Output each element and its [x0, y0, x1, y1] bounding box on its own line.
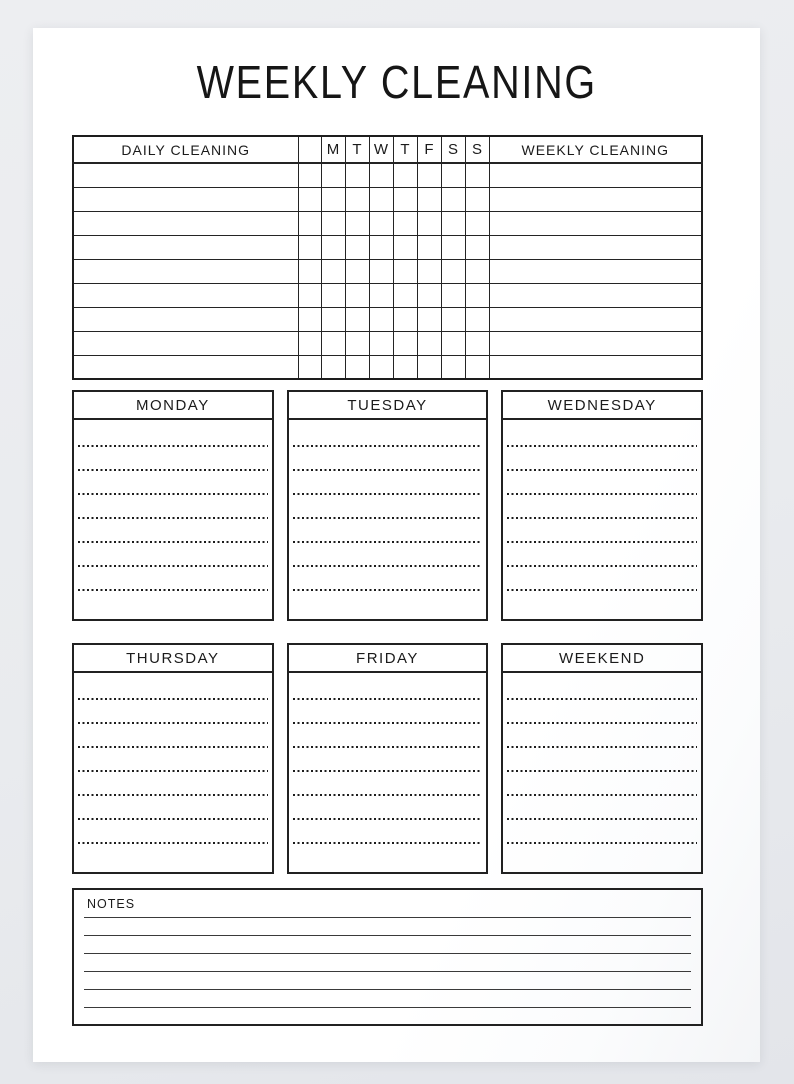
checklist-cell — [441, 259, 465, 283]
checklist-cell — [417, 355, 441, 379]
day-writing-line — [293, 748, 483, 772]
checklist-cell — [321, 331, 345, 355]
checklist-cell — [417, 163, 441, 187]
checklist-cell — [73, 187, 298, 211]
checklist-cell — [321, 163, 345, 187]
daily-cleaning-header: DAILY CLEANING — [73, 136, 298, 163]
checklist-cell — [489, 355, 702, 379]
checklist-cell — [345, 163, 369, 187]
checklist-cell — [73, 355, 298, 379]
checklist-cell — [393, 259, 417, 283]
planner-page — [33, 28, 760, 1062]
checklist-cell — [298, 163, 321, 187]
checklist-cell — [321, 235, 345, 259]
checklist-cell — [369, 283, 393, 307]
day-writing-line — [293, 724, 483, 748]
checklist-cell — [393, 187, 417, 211]
checklist-cell — [345, 235, 369, 259]
day-writing-line — [507, 495, 697, 519]
day-writing-line — [507, 724, 697, 748]
checklist-cell — [345, 283, 369, 307]
day-boxes-row-2 — [72, 643, 703, 874]
checklist-cell — [369, 211, 393, 235]
checklist-header-row — [73, 136, 702, 163]
spacer-column-header — [298, 136, 321, 163]
checklist-cell — [393, 307, 417, 331]
checklist-cell — [369, 259, 393, 283]
day-writing-line — [293, 772, 483, 796]
checklist-row — [73, 163, 702, 187]
checklist-cell — [393, 211, 417, 235]
checklist-cell — [73, 259, 298, 283]
day-writing-line — [507, 471, 697, 495]
day-writing-line — [78, 772, 268, 796]
day-writing-line — [507, 519, 697, 543]
day-box-thursday — [72, 643, 274, 874]
checklist-cell — [369, 307, 393, 331]
day-writing-line — [78, 748, 268, 772]
checklist-cell — [465, 331, 489, 355]
checklist-cell — [345, 187, 369, 211]
day-column-saturday: S — [441, 136, 465, 163]
day-writing-line — [507, 423, 697, 447]
checklist-cell — [489, 259, 702, 283]
checklist-cell — [321, 355, 345, 379]
day-column-friday: F — [417, 136, 441, 163]
notes-box — [72, 888, 703, 1026]
checklist-cell — [298, 235, 321, 259]
day-writing-line — [78, 447, 268, 471]
checklist-cell — [73, 163, 298, 187]
checklist-cell — [417, 259, 441, 283]
checklist-cell — [489, 331, 702, 355]
checklist-cell — [465, 211, 489, 235]
day-writing-line — [293, 796, 483, 820]
cleaning-checklist-table — [72, 135, 703, 380]
day-writing-line — [293, 495, 483, 519]
checklist-cell — [298, 307, 321, 331]
day-writing-line — [293, 567, 483, 591]
notes-writing-line — [84, 936, 691, 954]
day-writing-line — [78, 519, 268, 543]
checklist-cell — [73, 307, 298, 331]
checklist-cell — [489, 283, 702, 307]
day-writing-line — [507, 567, 697, 591]
checklist-cell — [489, 307, 702, 331]
day-column-sunday: S — [465, 136, 489, 163]
checklist-cell — [441, 187, 465, 211]
day-lines — [74, 420, 272, 591]
day-writing-line — [78, 676, 268, 700]
checklist-cell — [298, 355, 321, 379]
checklist-cell — [345, 259, 369, 283]
day-box-wednesday — [501, 390, 703, 621]
notes-writing-line — [84, 954, 691, 972]
checklist-row — [73, 283, 702, 307]
checklist-cell — [369, 355, 393, 379]
notes-writing-line — [84, 972, 691, 990]
day-writing-line — [78, 796, 268, 820]
day-writing-line — [78, 423, 268, 447]
day-writing-line — [507, 820, 697, 844]
day-box-header: MONDAY — [74, 392, 272, 420]
checklist-cell — [489, 211, 702, 235]
day-writing-line — [507, 772, 697, 796]
notes-label: NOTES — [87, 897, 136, 911]
checklist-cell — [321, 187, 345, 211]
checklist-cell — [441, 235, 465, 259]
day-writing-line — [293, 820, 483, 844]
checklist-cell — [393, 283, 417, 307]
checklist-cell — [417, 283, 441, 307]
day-lines — [289, 420, 487, 591]
day-writing-line — [293, 423, 483, 447]
checklist-cell — [417, 211, 441, 235]
day-box-header: TUESDAY — [289, 392, 487, 420]
checklist-cell — [489, 235, 702, 259]
day-box-header: FRIDAY — [289, 645, 487, 673]
checklist-cell — [369, 163, 393, 187]
checklist-cell — [73, 235, 298, 259]
day-lines — [503, 673, 701, 844]
day-writing-line — [293, 519, 483, 543]
checklist-cell — [441, 307, 465, 331]
day-box-tuesday — [287, 390, 489, 621]
day-writing-line — [78, 724, 268, 748]
checklist-cell — [417, 235, 441, 259]
checklist-row — [73, 331, 702, 355]
day-box-friday — [287, 643, 489, 874]
checklist-cell — [465, 355, 489, 379]
day-writing-line — [78, 700, 268, 724]
day-writing-line — [507, 543, 697, 567]
checklist-cell — [369, 235, 393, 259]
day-writing-line — [507, 748, 697, 772]
checklist-cell — [345, 211, 369, 235]
checklist-cell — [465, 307, 489, 331]
day-lines — [289, 673, 487, 844]
checklist-cell — [369, 331, 393, 355]
day-box-weekend — [501, 643, 703, 874]
checklist-cell — [417, 187, 441, 211]
checklist-row — [73, 307, 702, 331]
weekly-cleaning-header: WEEKLY CLEANING — [489, 136, 702, 163]
day-writing-line — [507, 447, 697, 471]
day-writing-line — [78, 543, 268, 567]
day-writing-line — [507, 796, 697, 820]
checklist-cell — [393, 355, 417, 379]
day-lines — [74, 673, 272, 844]
day-writing-line — [507, 700, 697, 724]
checklist-row — [73, 211, 702, 235]
checklist-row — [73, 259, 702, 283]
day-writing-line — [78, 471, 268, 495]
day-writing-line — [78, 820, 268, 844]
checklist-cell — [393, 331, 417, 355]
checklist-cell — [465, 187, 489, 211]
checklist-row — [73, 187, 702, 211]
checklist-cell — [321, 307, 345, 331]
checklist-cell — [489, 187, 702, 211]
checklist-cell — [393, 163, 417, 187]
checklist-cell — [345, 331, 369, 355]
day-writing-line — [293, 447, 483, 471]
notes-writing-line — [84, 990, 691, 1008]
checklist-cell — [321, 283, 345, 307]
checklist-cell — [441, 331, 465, 355]
checklist-row — [73, 235, 702, 259]
checklist-cell — [73, 331, 298, 355]
checklist-cell — [417, 331, 441, 355]
day-box-header: WEEKEND — [503, 645, 701, 673]
day-box-monday — [72, 390, 274, 621]
day-writing-line — [293, 676, 483, 700]
checklist-cell — [465, 163, 489, 187]
day-lines — [503, 420, 701, 591]
day-box-header: THURSDAY — [74, 645, 272, 673]
checklist-cell — [321, 259, 345, 283]
checklist-cell — [393, 235, 417, 259]
notes-writing-line — [84, 900, 691, 918]
checklist-cell — [465, 283, 489, 307]
checklist-cell — [345, 307, 369, 331]
checklist-cell — [321, 211, 345, 235]
checklist-cell — [73, 211, 298, 235]
day-writing-line — [293, 471, 483, 495]
checklist-cell — [298, 331, 321, 355]
page-title: WEEKLY CLEANING — [196, 56, 597, 108]
checklist-cell — [441, 283, 465, 307]
checklist-cell — [298, 283, 321, 307]
checklist-cell — [298, 211, 321, 235]
checklist-cell — [441, 355, 465, 379]
checklist-cell — [298, 259, 321, 283]
checklist-cell — [465, 259, 489, 283]
checklist-cell — [417, 307, 441, 331]
checklist-cell — [441, 163, 465, 187]
checklist-cell — [345, 355, 369, 379]
day-writing-line — [78, 495, 268, 519]
checklist-row — [73, 355, 702, 379]
day-writing-line — [293, 700, 483, 724]
checklist-cell — [465, 235, 489, 259]
day-writing-line — [507, 676, 697, 700]
notes-lines — [74, 890, 701, 1008]
day-column-monday: M — [321, 136, 345, 163]
day-column-thursday: T — [393, 136, 417, 163]
day-box-header: WEDNESDAY — [503, 392, 701, 420]
checklist-cell — [369, 187, 393, 211]
title-row — [33, 58, 760, 106]
day-writing-line — [293, 543, 483, 567]
day-writing-line — [78, 567, 268, 591]
checklist-cell — [441, 211, 465, 235]
checklist-cell — [489, 163, 702, 187]
day-boxes-row-1 — [72, 390, 703, 621]
day-column-tuesday: T — [345, 136, 369, 163]
notes-writing-line — [84, 918, 691, 936]
day-column-wednesday: W — [369, 136, 393, 163]
checklist-cell — [298, 187, 321, 211]
checklist-cell — [73, 283, 298, 307]
